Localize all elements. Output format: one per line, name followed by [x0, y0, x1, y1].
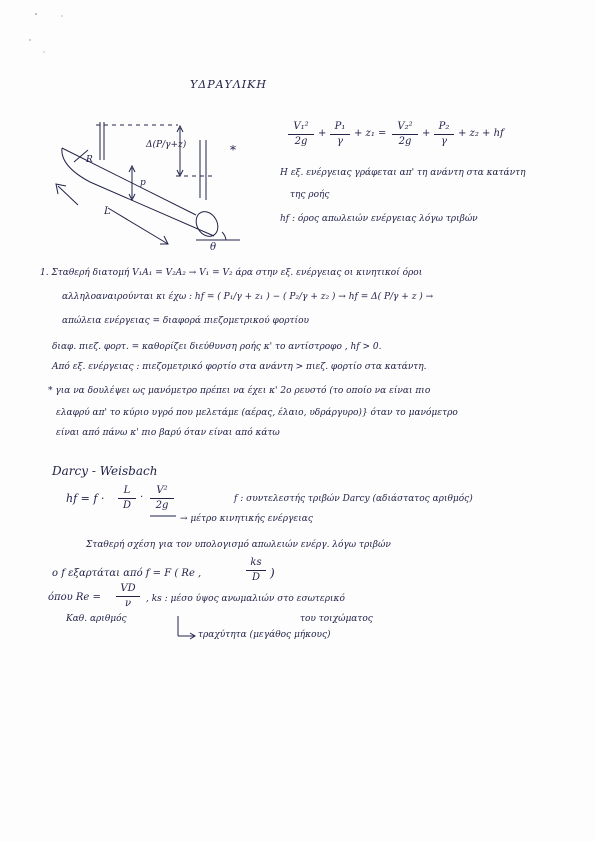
angle-label: θ [210, 242, 217, 253]
ks-definition: , ks : μέσο ύψος ανωμαλιών στο εσωτερικό [146, 594, 345, 604]
darcy-hf: hf = f · [66, 492, 105, 505]
length-label: L [104, 206, 111, 217]
reynolds-where: όπου Re = [48, 592, 101, 603]
walls-note: του τοιχώματος [300, 614, 373, 624]
section1-line-5: Από εξ. ενέργειας : πιεζομετρικό φορτίο στα ανάντη > πιεζ. φορτίο στα κατάντη. [52, 362, 427, 372]
darcy-l-over-d: $\frac{L}{D}$ [118, 484, 136, 513]
section1-line-6: * για να δουλέψει ως μανόμετρο πρέπει να έχει κ' 2ο ρευστό (το οποίο να είναι πιο [48, 386, 431, 396]
section1-line-1: 1. Σταθερή διατομή V₁A₁ = V₂A₂ → V₁ = V₂ άρα στην εξ. ενέργειας οι κινητικοί όροι [40, 268, 423, 278]
reynolds-fraction: $\frac{VD}{\nu}$ [116, 582, 140, 611]
darcy-relation-note: Σταθερή σχέση για τον υπολογισμό απωλειών ενέργ. λόγω τριβών [86, 540, 391, 550]
plus-sign: + [318, 128, 327, 139]
head-difference-label: Δ(P/γ+z) [146, 140, 187, 150]
pressure-label: p [140, 178, 146, 188]
roughness-note: τραχύτητα (μεγάθος μήκους) [198, 630, 331, 640]
star-mark: * [230, 143, 236, 157]
darcy-kinetic-note: → μέτρο κινητικής ενέργειας [180, 514, 313, 524]
bernoulli-kinetic-1: $\frac{\text{V₁²}}{2g}$ [288, 120, 314, 149]
section1-line-2: αλληλοαναιρούνται κι έχω : hf = ( P₁/γ + z₁ ) − ( P₂/γ + z₂ ) → hf = Δ( P/γ + z ) → [62, 292, 434, 302]
bernoulli-pressure-2: $\frac{\text{P₂}}{\gamma}$ [434, 120, 454, 149]
note-energy-direction: Η εξ. ενέργειας γράφεται απ' τη ανάντη στα κατάντη [280, 168, 526, 178]
darcy-f-definition: f : συντελεστής τριβών Darcy (αδιάστατος αριθμός) [234, 494, 473, 504]
reynolds-note: Καθ. αριθμός [66, 614, 127, 624]
darcy-depends: ο f εξαρτάται από f = F ( Re , [52, 568, 202, 579]
bernoulli-pressure-1: $\frac{\text{P₁}}{\gamma}$ [330, 120, 350, 149]
paren-close: ) [270, 566, 275, 580]
plus-sign: + [422, 128, 431, 139]
section1-line-7: ελαφρύ απ' το κύριο υγρό που μελετάμε (αέρας, έλαιο, υδράργυρο)} όταν το μανόμετρο [56, 408, 458, 418]
dot-separator: · [140, 492, 144, 503]
section1-line-4: διαφ. πιεζ. φορτ. = καθορίζει διεύθυνση ροής κ' το αντίστροφο , hf > 0. [52, 342, 382, 352]
section1-line-3: απώλεια ενέργειας = διαφορά πιεζομετρικού φορτίου [62, 316, 309, 326]
darcy-heading: Darcy - Weisbach [52, 464, 158, 478]
bernoulli-z1: + z₁ = [354, 128, 387, 139]
darcy-kinetic-term: $\frac{\text{V²}}{2g}$ [150, 484, 174, 513]
note-flow: της ροής [290, 190, 330, 200]
page-title: ΥΔΡΑΥΛΙΚΗ [190, 78, 267, 91]
note-hf-definition: hf : όρος απωλειών ενέργειας λόγω τριβών [280, 214, 478, 224]
radius-label: R [86, 155, 93, 165]
section1-line-8: είναι από πάνω κ' πιο βαρύ όταν είναι από κάτω [56, 428, 280, 438]
bernoulli-tail: + z₂ + hf [458, 128, 504, 139]
bernoulli-kinetic-2: $\frac{\text{V₂²}}{2g}$ [392, 120, 418, 149]
relative-roughness: $\frac{ks}{D}$ [246, 556, 266, 585]
